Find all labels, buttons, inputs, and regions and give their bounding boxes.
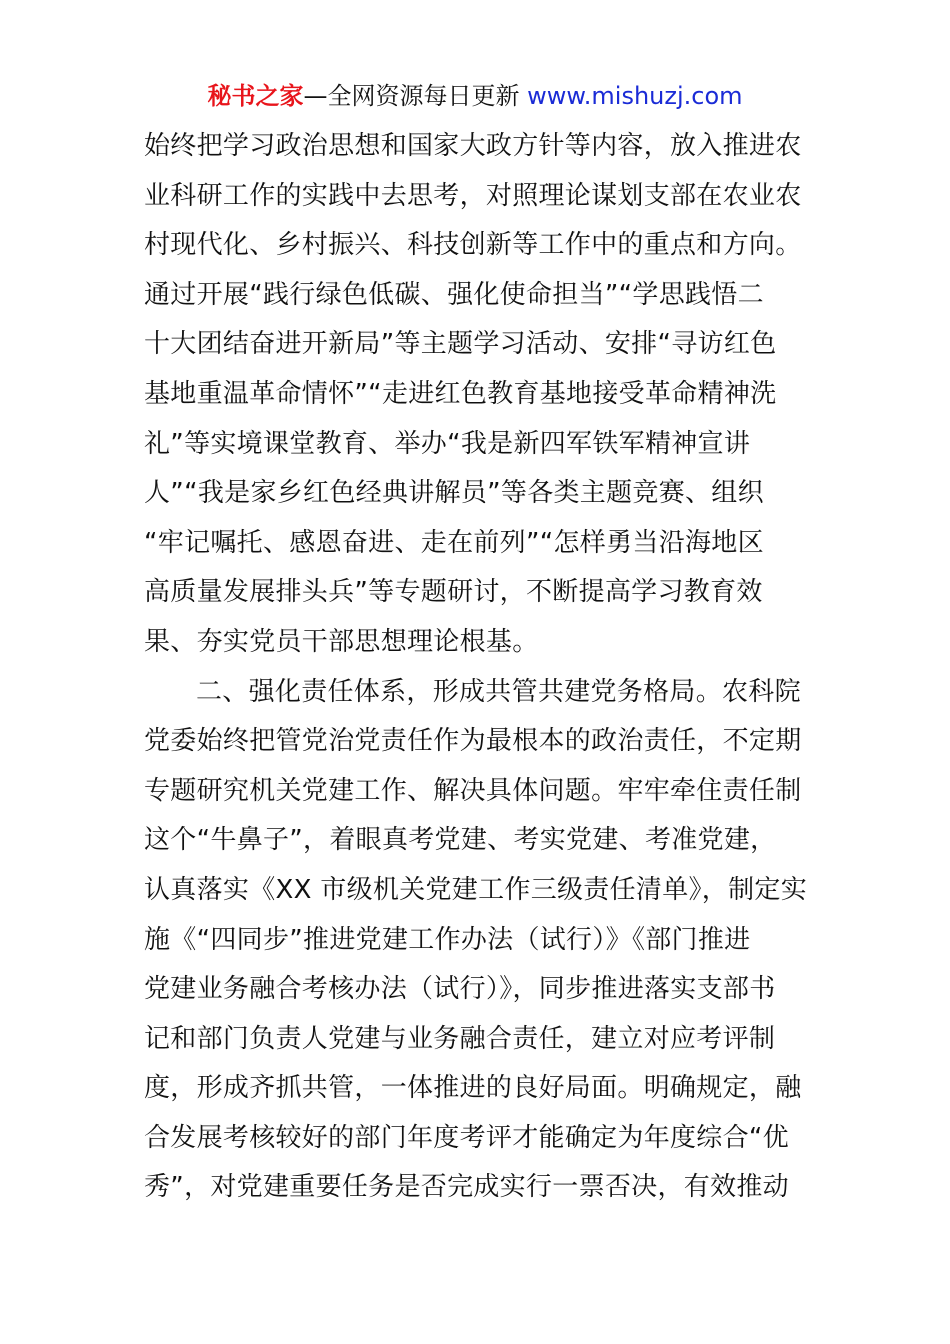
text-line: 果、夯实党员干部思想理论根基。 <box>144 626 539 657</box>
text-line: 施《“四同步”推进党建工作办法（试行）》《部门推进 <box>144 924 751 955</box>
text-line: 认真落实《XX 市级机关党建工作三级责任清单》，制定实 <box>144 874 807 905</box>
text-line: 高质量发展排头兵”等专题研讨，不断提高学习教育效 <box>144 577 763 608</box>
text-line: “牢记嘱托、感恩奋进、走在前列”“怎样勇当沿海地区 <box>144 527 764 558</box>
text-line: 通过开展“践行绿色低碳、强化使命担当”“学思践悟二 <box>144 279 764 310</box>
text-line: 业科研工作的实践中去思考，对照理论谋划支部在农业农 <box>144 180 802 211</box>
text-line: 人”“我是家乡红色经典讲解员”等各类主题竞赛、组织 <box>144 478 764 509</box>
section-heading-line: 二、强化责任体系，形成共管共建党务格局。农科院 <box>196 676 801 707</box>
text-line: 度，形成齐抓共管，一体推进的良好局面。明确规定，融 <box>144 1073 802 1104</box>
site-url-link[interactable]: www.mishuzj.com <box>527 82 743 110</box>
document-body <box>144 122 806 1213</box>
site-header <box>0 78 950 114</box>
text-line: 合发展考核较好的部门年度考评才能确定为年度综合“优 <box>144 1122 789 1153</box>
text-line: 始终把学习政治思想和国家大政方针等内容，放入推进农 <box>144 131 802 161</box>
text-line: 礼”等实境课堂教育、举办“我是新四军铁军精神宣讲 <box>144 428 751 459</box>
site-tagline: —全网资源每日更新 <box>303 82 528 110</box>
text-line: 党建业务融合考核办法（试行）》，同步推进落实支部书 <box>144 974 776 1005</box>
text-line: 基地重温革命情怀”“走进红色教育基地接受革命精神洗 <box>144 378 777 409</box>
text-line: 秀”，对党建重要任务是否完成实行一票否决，有效推动 <box>144 1172 789 1203</box>
text-line: 党委始终把管党治党责任作为最根本的政治责任，不定期 <box>144 726 802 757</box>
text-line: 这个“牛鼻子”，着眼真考党建、考实党建、考准党建， <box>144 825 777 856</box>
text-line: 村现代化、乡村振兴、科技创新等工作中的重点和方向。 <box>144 230 802 261</box>
text-line: 记和部门负责人党建与业务融合责任，建立对应考评制 <box>144 1023 776 1054</box>
site-brand: 秘书之家 <box>207 82 304 110</box>
text-line: 十大团结奋进开新局”等主题学习活动、安排“寻访红色 <box>144 329 777 360</box>
text-line: 专题研究机关党建工作、解决具体问题。牢牢牵住责任制 <box>144 775 802 806</box>
